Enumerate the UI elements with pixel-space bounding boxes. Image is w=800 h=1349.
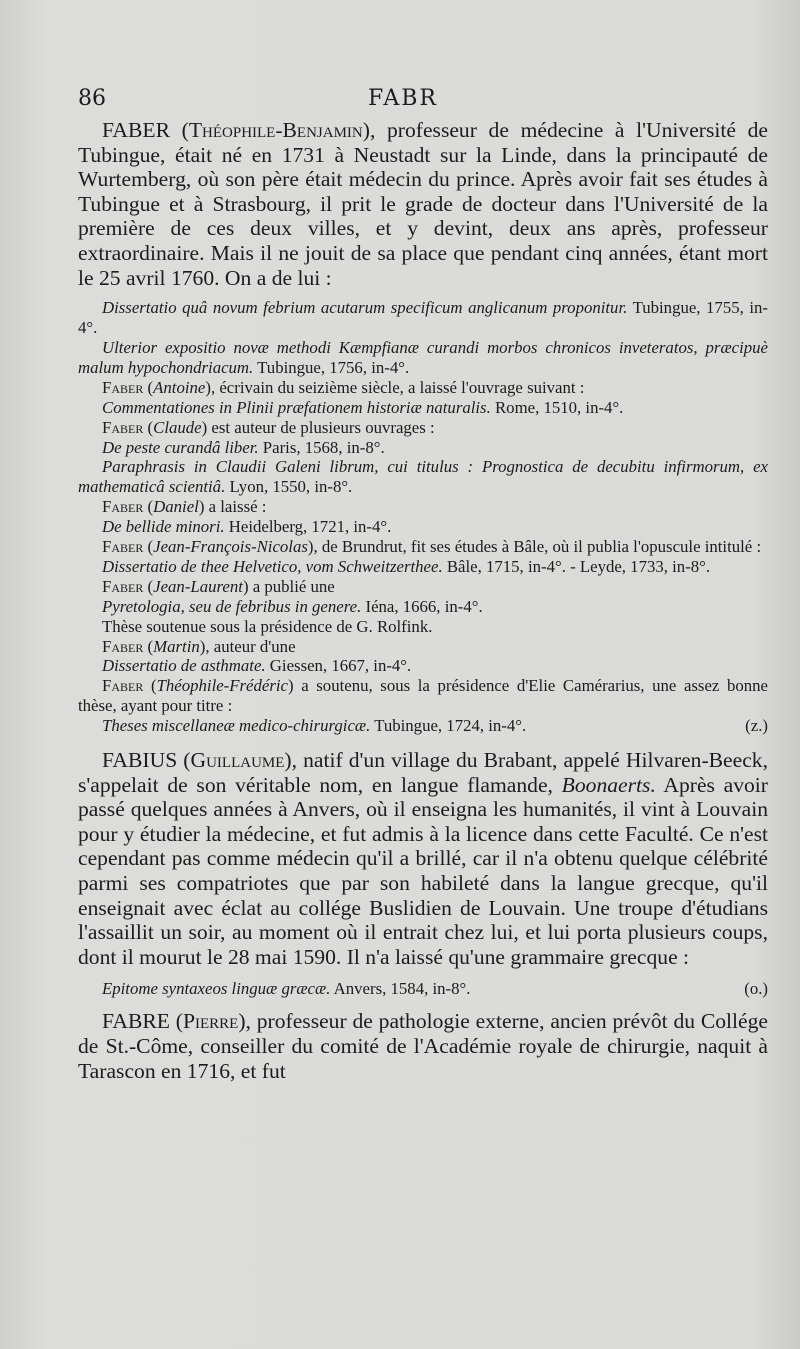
reference-imprint: Bâle, 1715, in-4°. - Leyde, 1733, in-8°. bbox=[442, 556, 711, 576]
reference-item bbox=[78, 597, 768, 617]
running-head: FABR bbox=[368, 86, 438, 111]
author-surname: Faber bbox=[102, 377, 144, 397]
reference-imprint: Heidelberg, 1721, in-4°. bbox=[224, 517, 392, 537]
author-surname: Faber bbox=[102, 636, 144, 656]
reference-imprint: Giessen, 1667, in-4°. bbox=[265, 656, 412, 676]
reference-title: Epitome syntaxeos linguæ græcæ. bbox=[102, 979, 331, 999]
reference-title: Dissertatio de asthmate. bbox=[102, 656, 266, 676]
author-forename: Jean-François-Nicolas bbox=[153, 537, 308, 557]
author-forename: Jean-Laurent bbox=[153, 576, 243, 596]
reference-item bbox=[78, 438, 768, 458]
reference-item: Faber (Jean-François-Nicolas), de Brundrut, fit ses études à Bâle, où il publia l'opuscule intitulé : bbox=[102, 537, 762, 557]
author-surname: Faber bbox=[102, 497, 144, 517]
entry-fabre: FABRE (Pierre), professeur de pathologie externe, ancien prévôt du Collége de St.-Côme, conseiller du comité de l'Académie royale de chirurgie, naquit à Tarascon en 1716, et fut bbox=[78, 1009, 769, 1083]
reference-title: De peste curandâ liber. bbox=[102, 437, 259, 457]
author-forename: Antoine bbox=[153, 377, 206, 397]
author-forename: Martin bbox=[153, 636, 200, 656]
reference-item bbox=[78, 398, 768, 418]
entry-name: FABRE bbox=[102, 1009, 170, 1034]
reference-title: Dissertatio de thee Helvetico, vom Schweitzerthee. bbox=[102, 556, 443, 576]
entry-given-name: Pierre bbox=[183, 1009, 239, 1034]
reference-title: Paraphrasis in Claudii Galeni librum, cui titulus : Prognostica de decubitu infirmorum, ex mathematicâ scientiâ. bbox=[78, 457, 768, 497]
reference-note: Thèse soutenue sous la présidence de G. Rolfink. bbox=[102, 616, 433, 636]
reference-imprint: Rome, 1510, in-4°. bbox=[490, 397, 624, 417]
reference-item bbox=[78, 338, 768, 378]
author-surname: Faber bbox=[102, 576, 144, 596]
entry-text: ), professeur de médecine à l'Université de Tubingue, était né en 1731 à Neustadt sur la Linde, dans la principauté de Wurtemberg, où son père était médecin du prince. Après avoir fait ses études à Tubingue et à Strasbourg, il prit le grade de docteur dans l'Université de la première de ces deux villes, et y devint, deux ans après, professeur extraordinaire. Mais il ne jouit de sa place que pendant cinq années, étant mort le 25 avril 1760. On a de lui : bbox=[78, 118, 768, 290]
author-surname: Faber bbox=[102, 676, 144, 696]
reference-item: Faber (Claude) est auteur de plusieurs ouvrages : bbox=[102, 417, 435, 437]
reference-title: Pyretologia, seu de febribus in genere. bbox=[102, 596, 362, 616]
entry-name: FABIUS bbox=[102, 748, 178, 773]
reference-imprint: est auteur de plusieurs ouvrages : bbox=[207, 417, 435, 437]
entry-text: ), professeur de pathologie externe, ancien prévôt du Collége de St.-Côme, conseiller du comité de l'Académie royale de chirurgie, naquit à Tarascon en 1716, et fut bbox=[78, 1009, 769, 1083]
entry-given-name: Guillaume bbox=[190, 748, 285, 773]
entry-italic: Boonaerts. bbox=[561, 772, 656, 797]
reference-item bbox=[78, 517, 768, 537]
author-surname: Faber bbox=[102, 537, 144, 557]
reference-imprint: , écrivain du seizième siècle, a laissé l'ouvrage suivant : bbox=[210, 377, 585, 397]
reference-item: Faber (Antoine), écrivain du seizième siècle, a laissé l'ouvrage suivant : bbox=[102, 377, 585, 397]
reference-item bbox=[78, 617, 768, 637]
author-tag: (z.) bbox=[745, 716, 768, 736]
reference-item bbox=[78, 457, 768, 497]
page-number: 86 bbox=[78, 86, 106, 111]
reference-imprint: a publié une bbox=[248, 576, 335, 596]
reference-title: Dissertatio quâ novum febrium acutarum specificum anglicanum proponitur. bbox=[102, 298, 628, 318]
reference-item bbox=[78, 656, 768, 676]
reference-title: Theses miscellaneæ medico-chirurgicæ. bbox=[102, 716, 371, 736]
reference-imprint: Iéna, 1666, in-4°. bbox=[361, 596, 483, 616]
reference-item bbox=[78, 298, 768, 338]
entry-name: FABER bbox=[102, 118, 170, 142]
reference-imprint: Tubingue, 1755, in-4°. bbox=[78, 298, 768, 338]
reference-item bbox=[78, 979, 768, 999]
author-surname: Faber bbox=[102, 417, 144, 437]
reference-imprint: Tubingue, 1756, in-4°. bbox=[253, 357, 410, 377]
author-tag: (o.) bbox=[744, 979, 768, 999]
reference-imprint: Lyon, 1550, in-8°. bbox=[225, 477, 353, 497]
reference-imprint: , auteur d'une bbox=[205, 636, 296, 656]
page-header bbox=[78, 86, 768, 116]
reference-item: Faber (Théophile-Frédéric) a soutenu, sous la présidence d'Elie Camérarius, une assez bonne thèse, ayant pour titre : bbox=[78, 676, 768, 716]
reference-item bbox=[78, 716, 768, 736]
author-forename: Théophile-Frédéric bbox=[156, 676, 288, 696]
reference-imprint: Tubingue, 1724, in-4°. bbox=[370, 716, 527, 736]
reference-imprint: a soutenu, sous la présidence d'Elie Camérarius, une assez bonne thèse, ayant pour titre : bbox=[78, 676, 768, 716]
reference-imprint: Anvers, 1584, in-8°. bbox=[330, 979, 471, 999]
entry-faber-theophile: FABER (Théophile-Benjamin), professeur de médecine à l'Université de Tubingue, était né en 1731 à Neustadt sur la Linde, dans la principauté de Wurtemberg, où son père était médecin du prince. Après avoir fait ses études à Tubingue et à Strasbourg, il prit le grade de docteur dans l'Université de la première de ces deux villes, et y devint, deux ans après, professeur extraordinaire. Mais il ne jouit de sa place que pendant cinq années, étant mort le 25 avril 1760. On a de lui : bbox=[78, 118, 768, 290]
reference-item: Faber (Daniel) a laissé : bbox=[102, 497, 267, 517]
author-forename: Daniel bbox=[153, 497, 199, 517]
reference-title: De bellide minori. bbox=[102, 517, 225, 537]
reference-imprint: , de Brundrut, fit ses études à Bâle, où il publia l'opuscule intitulé : bbox=[313, 537, 762, 557]
reference-item bbox=[78, 557, 768, 577]
entry-fabius: FABIUS (Guillaume), natif d'un village du Brabant, appelé Hilvaren-Beeck, s'appelait de son véritable nom, en langue flamande, Boonaerts. Après avoir passé quelques années à Anvers, où il enseigna les humanités, il vint à Louvain pour y étudier la médecine, et fut admis à la licence dans cette Faculté. Ce n'est cependant pas comme médecin qu'il a brillé, car il n'a obtenu quelque célébrité parmi ses compatriotes que par son habileté dans la langue grecque, qu'il enseignait avec éclat au collége Buslidien de Louvain. Une troupe d'étudians l'assaillit un soir, au moment où il entrait chez lui, et lui porta plusieurs coups, dont il mourut le 28 mai 1590. Il n'a laissé qu'une grammaire grecque : bbox=[78, 748, 769, 969]
reference-list bbox=[78, 298, 768, 736]
entry-text: ), natif d'un village du Brabant, appelé Hilvaren-Beeck, s'appelait de son véritable nom, en langue flamande, bbox=[78, 748, 768, 797]
reference-imprint: Paris, 1568, in-8°. bbox=[258, 437, 385, 457]
entry-text: Après avoir passé quelques années à Anvers, où il enseigna les humanités, il vint à Louvain pour y étudier la médecine, et fut admis à la licence dans cette Faculté. Ce n'est cependant pas comme médecin qu'il a brillé, car il n'a obtenu quelque célébrité parmi ses compatriotes que par son habileté dans la langue grecque, qu'il enseignait avec éclat au collége Buslidien de Louvain. Une troupe d'étudians l'assaillit un soir, au moment où il entrait chez lui, et lui porta plusieurs coups, dont il mourut le 28 mai 1590. Il n'a laissé qu'une grammaire grecque : bbox=[78, 772, 769, 969]
reference-item: Faber (Jean-Laurent) a publié une bbox=[102, 576, 335, 596]
reference-item: Faber (Martin), auteur d'une bbox=[102, 636, 296, 656]
entry-given-name: Théophile-Benjamin bbox=[188, 118, 363, 142]
reference-imprint: a laissé : bbox=[204, 497, 267, 517]
author-forename: Claude bbox=[153, 417, 202, 437]
reference-title: Commentationes in Plinii præfationem historiæ naturalis. bbox=[102, 397, 491, 417]
reference-title: Ulterior expositio novæ methodi Kæmpfianæ curandi morbos chronicos inveteratos, præcipuè malum hypochondriacum. bbox=[78, 337, 768, 377]
page-body bbox=[78, 118, 768, 1083]
